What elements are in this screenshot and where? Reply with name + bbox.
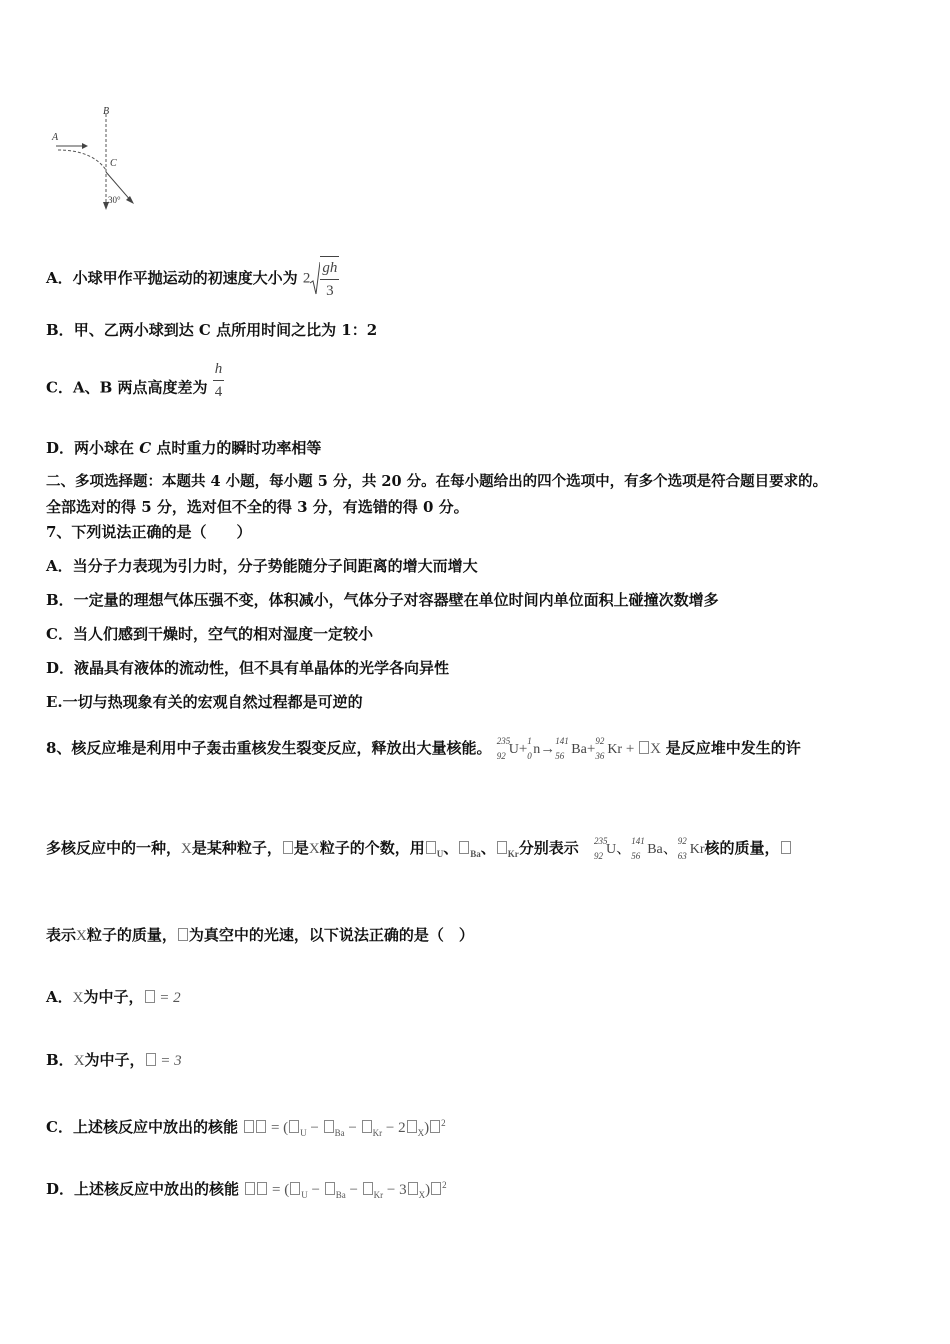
- label-B: B: [103, 106, 110, 117]
- q7-option-d: D．液晶具有液体的流动性，但不具有单晶体的光学各向异性: [46, 659, 450, 677]
- angle-label: 30°: [108, 195, 121, 205]
- sqrt-expression: 2 $\frac{gh}{3}$: [303, 256, 340, 302]
- missing-glyph-icon: [145, 990, 155, 1003]
- missing-glyph-icon: [781, 841, 791, 854]
- missing-glyph-icon: [426, 841, 436, 854]
- trajectory-curve: [58, 150, 106, 170]
- q7-option-b: B．一定量的理想气体压强不变，体积减小，气体分子对容器壁在单位时间内单位面积上碰撞次数增多: [46, 591, 719, 609]
- section2-line2: 全部选对的得 5 分，选对但不全的得 3 分，有选错的得 0 分。: [46, 498, 469, 516]
- sqrt-sign-icon: [310, 261, 320, 297]
- q8-option-b: B．X为中子， = 3: [46, 1051, 182, 1069]
- projectile-figure: [44, 104, 144, 219]
- q6-option-c: C．A、B 两点高度差为 $\frac{h}{4}$: [46, 366, 224, 411]
- q8-stem-line2: 多核反应中的一种，X是某种粒子， 是X粒子的个数，用 $_U$、 $_{Ba}$、 $_{Kr}$分别表示 235 92 U、 141 56 Ba、 92 63 Kr核的质量，: [46, 837, 792, 865]
- label-A: A: [52, 132, 59, 143]
- q7-option-e: E.一切与热现象有关的宏观自然过程都是可逆的: [46, 693, 363, 711]
- label-C: C: [110, 158, 117, 169]
- q7-option-c: C．当人们感到干燥时，空气的相对湿度一定较小: [46, 625, 373, 643]
- q8-option-d: D．上述核反应中放出的核能 = ( $_U$ − $_{Ba}$ − $_{Kr}$ − 3 $_X$) $^2$: [46, 1180, 447, 1200]
- q6-option-a: A．小球甲作平抛运动的初速度大小为 2 $\frac{gh}{3}$: [46, 256, 339, 302]
- missing-glyph-icon: [497, 841, 507, 854]
- q6-option-d: D．两小球在 C 点时重力的瞬时功率相等: [46, 439, 322, 457]
- missing-glyph-icon: [178, 928, 188, 941]
- missing-glyph-icon: [459, 841, 469, 854]
- q8-option-c: C．上述核反应中放出的核能 = ( $_U$ − $_{Ba}$ − $_{Kr}$ − 2 $_X$) $^2$: [46, 1118, 446, 1138]
- section2-line1: 二、多项选择题：本题共 4 小题，每小题 5 分，共 20 分。在每小题给出的四个选项中，有多个选项是符合题目要求的。: [46, 473, 828, 490]
- missing-glyph-icon: [639, 741, 649, 754]
- missing-glyph-icon: [146, 1053, 156, 1066]
- missing-glyph-icon: [283, 841, 293, 854]
- q6-option-b: B．甲、乙两小球到达 C 点所用时间之比为 1：2: [46, 321, 378, 339]
- q8-stem-line3: 表示X粒子的质量， 为真空中的光速，以下说法正确的是（ ）: [46, 926, 474, 944]
- fraction-h-over-4: $\frac{h}{4}$: [213, 358, 225, 403]
- nuclear-equation: 235 92 U+ 1 0 n→ 141 56 Ba+ 92 36 Kr + X: [496, 736, 661, 761]
- q8-stem-line1: 8、核反应堆是利用中子轰击重核发生裂变反应，释放出大量核能。 235 92 U+ 1 0 n→ 141 56 Ba+ 92 36 Kr + X 是反应堆中发生的许: [46, 736, 801, 761]
- q7-stem: 7、下列说法正确的是（ ）: [46, 523, 252, 541]
- q7-option-a: A．当分子力表现为引力时，分子势能随分子间距离的增大而增大: [46, 557, 478, 575]
- q8-option-a: A．X为中子， = 2: [46, 988, 181, 1006]
